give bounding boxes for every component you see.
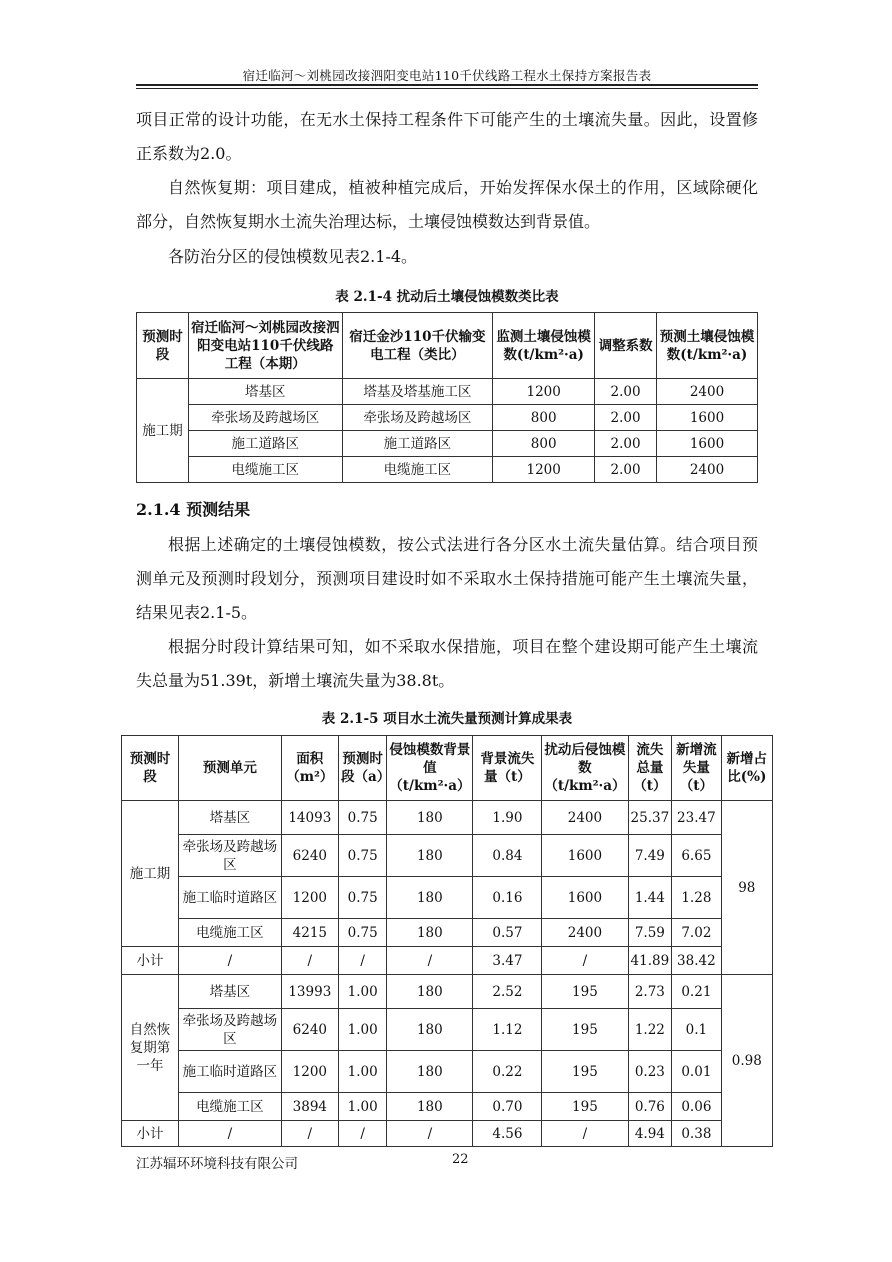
table-cell: 牵张场及跨越场区 <box>342 405 493 431</box>
paragraph-4: 根据上述确定的土壤侵蚀模数，按公式法进行各分区水土流失量估算。结合项目预测单元及预测时段划分，预测项目建设时如不采取水土保持措施可能产生土壤流失量，结果见表2.1-5。 <box>136 535 758 622</box>
table-cell: 6240 <box>281 835 338 877</box>
table-row <box>122 835 773 877</box>
table-cell: / <box>339 947 387 975</box>
header-cell: 预测时段 <box>137 313 189 379</box>
section-heading: 2.1.4 预测结果 <box>136 500 251 519</box>
table-cell: 1200 <box>493 457 595 483</box>
table-cell: 塔基区 <box>188 379 342 405</box>
table-cell: 195 <box>542 1051 628 1093</box>
table-cell: 0.75 <box>339 877 387 919</box>
table-cell: 4.94 <box>628 1121 672 1147</box>
table-cell: 7.02 <box>672 919 721 947</box>
header-cell: 新增流失量（t） <box>672 736 721 801</box>
table-cell: 1.28 <box>672 877 721 919</box>
table-cell: 施工道路区 <box>188 431 342 457</box>
table-4-caption: 表 2.1-4 扰动后土壤侵蚀模数类比表 <box>335 289 559 305</box>
table-cell: 0.16 <box>473 877 542 919</box>
page-number: 22 <box>452 1152 469 1167</box>
table-cell: 195 <box>542 1009 628 1051</box>
table-cell: 0.75 <box>339 801 387 835</box>
period-cell: 施工期 <box>122 801 179 947</box>
table-5-caption: 表 2.1-5 项目水土流失量预测计算成果表 <box>321 711 573 727</box>
table-cell: / <box>542 1121 628 1147</box>
table-cell: 0.38 <box>672 1121 721 1147</box>
table-cell: 2400 <box>542 801 628 835</box>
table-row <box>122 1009 773 1051</box>
table-cell: 3894 <box>281 1093 338 1121</box>
header-cell: 监测土壤侵蚀模数(t/km²·a) <box>493 313 595 379</box>
table-cell: 施工道路区 <box>342 431 493 457</box>
table-cell: 7.59 <box>628 919 672 947</box>
table-cell: / <box>281 1121 338 1147</box>
table-cell: 牵张场及跨越场区 <box>179 1009 282 1051</box>
table-cell: 0.75 <box>339 835 387 877</box>
ratio-cell: 0.98 <box>721 975 772 1147</box>
period-cell: 自然恢复期第一年 <box>122 975 179 1121</box>
table-cell: 塔基及塔基施工区 <box>342 379 493 405</box>
table-cell: 180 <box>387 919 473 947</box>
paragraph-3: 各防治分区的侵蚀模数见表2.1-4。 <box>168 247 418 266</box>
table-cell: 1.00 <box>339 1051 387 1093</box>
table-row <box>137 431 758 457</box>
table-cell: 2.00 <box>595 431 657 457</box>
table-cell: 1600 <box>657 405 758 431</box>
table-cell: 23.47 <box>672 801 721 835</box>
table-cell: 0.23 <box>628 1051 672 1093</box>
table-cell: 1600 <box>657 431 758 457</box>
erosion-modulus-table <box>136 312 758 483</box>
table-cell: 25.37 <box>628 801 672 835</box>
subtotal-row <box>122 947 773 975</box>
header-cell: 新增占比(%) <box>721 736 772 801</box>
header-cell: 面积（m²） <box>281 736 338 801</box>
table-cell: 小计 <box>122 947 179 975</box>
table-cell: 2.00 <box>595 405 657 431</box>
table-cell: 1.22 <box>628 1009 672 1051</box>
table-cell: 1200 <box>281 877 338 919</box>
header-cell: 扰动后侵蚀模数（t/km²·a） <box>542 736 628 801</box>
table-cell: 180 <box>387 975 473 1009</box>
table-cell: 180 <box>387 1051 473 1093</box>
header-cell: 预测单元 <box>179 736 282 801</box>
table-cell: 180 <box>387 835 473 877</box>
header-rule <box>136 84 758 86</box>
table-cell: 180 <box>387 1093 473 1121</box>
header-cell: 背景流失量（t） <box>473 736 542 801</box>
table-row <box>122 801 773 835</box>
table-cell: 6240 <box>281 1009 338 1051</box>
table-cell: 41.89 <box>628 947 672 975</box>
table-cell: 1.00 <box>339 1009 387 1051</box>
table-cell: 6.65 <box>672 835 721 877</box>
header-cell: 宿迁临河～刘桃园改接泗阳变电站110千伏线路工程（本期） <box>188 313 342 379</box>
table-cell: 0.76 <box>628 1093 672 1121</box>
table-cell: 14093 <box>281 801 338 835</box>
table-cell: 2400 <box>657 457 758 483</box>
table-cell: 塔基区 <box>179 975 282 1009</box>
table-cell: 180 <box>387 877 473 919</box>
table-cell: / <box>179 947 282 975</box>
table-cell: 180 <box>387 801 473 835</box>
table-cell: 2.00 <box>595 457 657 483</box>
table-cell: 2400 <box>657 379 758 405</box>
table-row <box>137 405 758 431</box>
paragraph-2: 自然恢复期：项目建成，植被种植完成后，开始发挥保水保土的作用，区域除硬化部分，自然恢复期水土流失治理达标，土壤侵蚀模数达到背景值。 <box>136 178 758 231</box>
table-row <box>122 877 773 919</box>
table-cell: 2.52 <box>473 975 542 1009</box>
table-cell: 2.00 <box>595 379 657 405</box>
table-cell: 电缆施工区 <box>179 1093 282 1121</box>
table-row <box>122 1093 773 1121</box>
table-cell: 13993 <box>281 975 338 1009</box>
table-cell: 1.12 <box>473 1009 542 1051</box>
table-cell: 1200 <box>281 1051 338 1093</box>
table-cell: 180 <box>387 1009 473 1051</box>
header-cell: 流失总量（t） <box>628 736 672 801</box>
header-cell: 预测土壤侵蚀模数(t/km²·a) <box>657 313 758 379</box>
table-cell: 7.49 <box>628 835 672 877</box>
table-cell: 1600 <box>542 877 628 919</box>
table-cell: 38.42 <box>672 947 721 975</box>
table-cell: 800 <box>493 405 595 431</box>
table-cell: 0.22 <box>473 1051 542 1093</box>
page-header: 宿迁临河～刘桃园改接泗阳变电站110千伏线路工程水土保持方案报告表 <box>242 68 652 83</box>
table-cell: 1.00 <box>339 1093 387 1121</box>
footer-company: 江苏辐环环境科技有限公司 <box>136 1156 298 1172</box>
table-row <box>137 457 758 483</box>
table-cell: 0.70 <box>473 1093 542 1121</box>
header-cell: 侵蚀模数背景值（t/km²·a） <box>387 736 473 801</box>
table-cell: 施工临时道路区 <box>179 1051 282 1093</box>
table-cell: 4.56 <box>473 1121 542 1147</box>
table-header-row <box>122 736 773 801</box>
table-cell: 牵张场及跨越场区 <box>179 835 282 877</box>
header-cell: 宿迁金沙110千伏输变电工程（类比） <box>342 313 493 379</box>
table-cell: / <box>542 947 628 975</box>
table-cell: / <box>179 1121 282 1147</box>
table-cell: 2.73 <box>628 975 672 1009</box>
table-cell: 小计 <box>122 1121 179 1147</box>
table-row <box>122 975 773 1009</box>
table-cell: / <box>387 947 473 975</box>
table-cell: 1.44 <box>628 877 672 919</box>
table-cell: 0.57 <box>473 919 542 947</box>
table-cell: / <box>281 947 338 975</box>
table-cell: 0.75 <box>339 919 387 947</box>
table-cell: 1.90 <box>473 801 542 835</box>
table-row <box>122 919 773 947</box>
table-cell: 电缆施工区 <box>342 457 493 483</box>
table-cell: 电缆施工区 <box>188 457 342 483</box>
table-cell: 3.47 <box>473 947 542 975</box>
table-cell: 1.00 <box>339 975 387 1009</box>
table-cell: 电缆施工区 <box>179 919 282 947</box>
ratio-cell: 98 <box>721 801 772 975</box>
table-cell: 塔基区 <box>179 801 282 835</box>
table-cell: 牵张场及跨越场区 <box>188 405 342 431</box>
subtotal-row <box>122 1121 773 1147</box>
paragraph-5: 根据分时段计算结果可知，如不采取水保措施，项目在整个建设期可能产生土壤流失总量为51.39t，新增土壤流失量为38.8t。 <box>136 637 758 690</box>
header-cell: 预测时段（a） <box>339 736 387 801</box>
table-cell: 800 <box>493 431 595 457</box>
table-cell: / <box>339 1121 387 1147</box>
table-cell: 0.84 <box>473 835 542 877</box>
table-cell: / <box>387 1121 473 1147</box>
table-cell: 施工临时道路区 <box>179 877 282 919</box>
table-cell: 195 <box>542 975 628 1009</box>
table-cell: 195 <box>542 1093 628 1121</box>
table-cell: 0.06 <box>672 1093 721 1121</box>
table-cell: 1600 <box>542 835 628 877</box>
table-cell: 1200 <box>493 379 595 405</box>
table-cell: 0.21 <box>672 975 721 1009</box>
table-row <box>122 1051 773 1093</box>
table-cell: 2400 <box>542 919 628 947</box>
header-cell: 调整系数 <box>595 313 657 379</box>
paragraph-1: 项目正常的设计功能，在无水土保持工程条件下可能产生的土壤流失量。因此，设置修正系数为2.0。 <box>136 110 758 163</box>
header-cell: 预测时段 <box>122 736 179 801</box>
soil-loss-table <box>121 735 773 1147</box>
header-rule-thin <box>136 88 758 89</box>
table-row <box>137 379 758 405</box>
table-cell: 0.01 <box>672 1051 721 1093</box>
table-cell: 4215 <box>281 919 338 947</box>
table-header-row <box>137 313 758 379</box>
period-cell: 施工期 <box>137 379 189 483</box>
table-cell: 0.1 <box>672 1009 721 1051</box>
